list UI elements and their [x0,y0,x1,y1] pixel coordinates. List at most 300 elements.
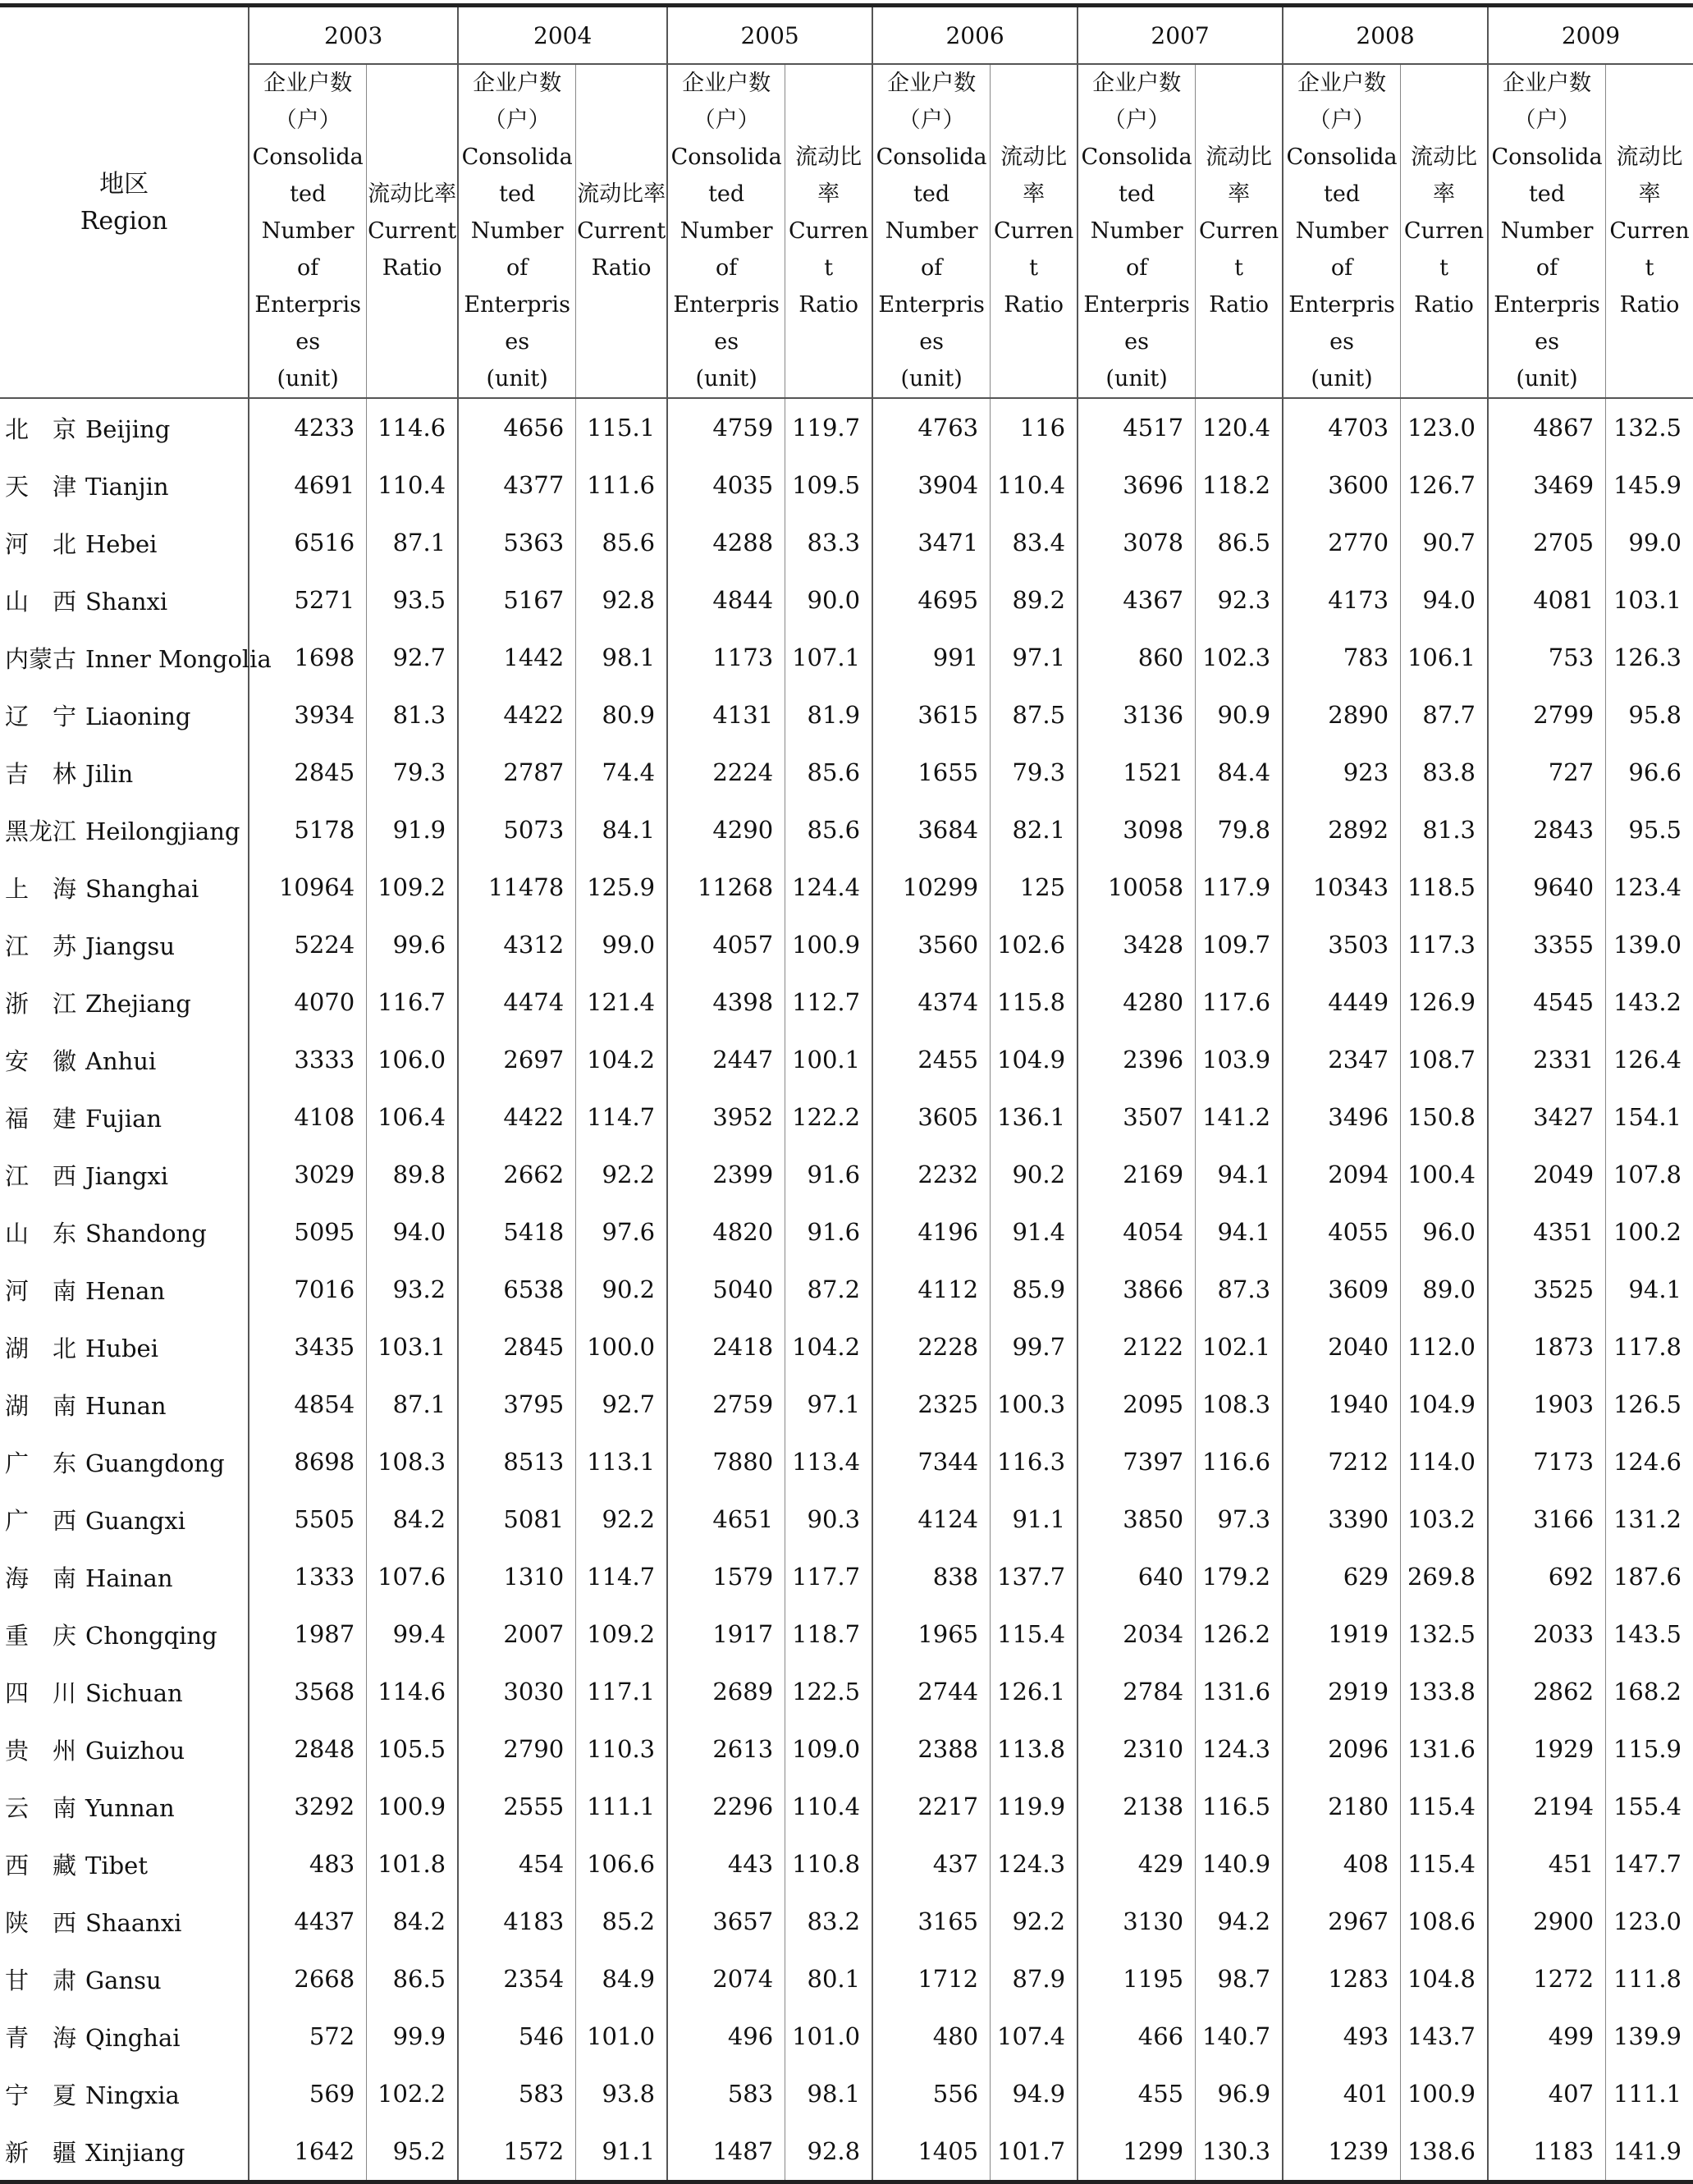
enterprise-count-cell: 1405 [872,2122,991,2182]
enterprise-count-cell: 3471 [872,514,991,571]
current-ratio-cell: 112.0 [1401,1318,1488,1376]
region-name-zh: 江 西 [5,1161,77,1190]
enterprise-count-cell: 429 [1078,1835,1196,1893]
current-ratio-cell: 131.6 [1196,1663,1283,1720]
region-name-zh: 宁 夏 [5,2081,77,2109]
current-ratio-cell: 108.3 [1196,1376,1283,1433]
table-row [0,916,1693,973]
enterprise-count-cell: 4691 [249,456,367,514]
enterprise-count-cell: 2967 [1283,1893,1401,1950]
current-ratio-cell: 122.5 [785,1663,872,1720]
table-row [0,1950,1693,2008]
enterprise-count-cell: 3600 [1283,456,1401,514]
current-ratio-cell: 94.9 [991,2065,1078,2122]
year-header: 2008 [1283,6,1488,65]
current-ratio-cell: 99.0 [1606,514,1693,571]
current-ratio-cell: 103.9 [1196,1031,1283,1088]
enterprise-count-cell: 7397 [1078,1433,1196,1490]
current-ratio-header [367,64,458,398]
current-ratio-cell: 126.7 [1401,456,1488,514]
current-ratio-cell: 117.1 [576,1663,667,1720]
region-name-en: Shandong [85,1219,207,1248]
enterprise-count-cell: 2900 [1488,1893,1606,1950]
current-ratio-cell: 109.5 [785,456,872,514]
region-name-zh: 黑龙江 [5,817,77,845]
current-ratio-cell: 92.7 [576,1376,667,1433]
region-cell [0,744,249,801]
current-ratio-cell: 115.4 [991,1605,1078,1663]
enterprise-count-cell: 1987 [249,1605,367,1663]
current-ratio-cell: 116 [991,398,1078,456]
enterprise-count-cell: 5178 [249,801,367,858]
current-ratio-cell: 91.1 [991,1490,1078,1548]
current-ratio-cell: 154.1 [1606,1088,1693,1146]
table-row [0,2122,1693,2182]
current-ratio-cell: 143.5 [1606,1605,1693,1663]
region-name-zh: 河 北 [5,529,77,558]
current-ratio-cell: 84.4 [1196,744,1283,801]
region-name-zh: 广 东 [5,1449,77,1477]
table-row [0,1146,1693,1203]
current-ratio-cell: 103.1 [367,1318,458,1376]
current-ratio-cell: 79.8 [1196,801,1283,858]
enterprise-count-cell: 496 [667,2008,785,2065]
current-ratio-header-line: Current [1198,218,1279,281]
current-ratio-cell: 114.7 [576,1548,667,1605]
enterprise-count-cell: 3165 [872,1893,991,1950]
enterprise-count-cell: 1919 [1283,1605,1401,1663]
enterprise-count-cell: 2354 [458,1950,576,2008]
table-row [0,571,1693,629]
current-ratio-cell: 108.6 [1401,1893,1488,1950]
table-row [0,1548,1693,1605]
current-ratio-cell: 116.7 [367,973,458,1031]
current-ratio-cell: 97.6 [576,1203,667,1261]
enterprise-count-cell: 2122 [1078,1318,1196,1376]
enterprise-count-cell: 1579 [667,1548,785,1605]
table-row [0,1663,1693,1720]
current-ratio-cell: 80.9 [576,686,667,744]
current-ratio-cell: 105.5 [367,1720,458,1778]
current-ratio-cell: 100.0 [576,1318,667,1376]
current-ratio-header-line: 流动比率 [368,181,457,207]
current-ratio-cell: 102.2 [367,2065,458,2122]
enterprise-count-cell: 454 [458,1835,576,1893]
current-ratio-cell: 110.4 [785,1778,872,1835]
enterprise-count-cell: 2296 [667,1778,785,1835]
region-cell [0,456,249,514]
table-row [0,1376,1693,1433]
enterprise-count-cell: 5418 [458,1203,576,1261]
data-table [0,3,1693,2184]
enterprise-count-header-line: Number of [1295,218,1389,281]
enterprise-count-header-line: Number of [885,218,978,281]
region-name-zh: 北 京 [5,414,77,443]
enterprise-count-cell: 3503 [1283,916,1401,973]
region-cell [0,1318,249,1376]
year-header-row [0,6,1693,65]
enterprise-count-cell: 451 [1488,1835,1606,1893]
current-ratio-cell: 97.3 [1196,1490,1283,1548]
current-ratio-cell: 179.2 [1196,1548,1283,1605]
enterprise-count-cell: 2388 [872,1720,991,1778]
enterprise-count-cell: 4374 [872,973,991,1031]
current-ratio-cell: 102.3 [1196,629,1283,686]
region-cell [0,973,249,1031]
enterprise-count-cell: 1917 [667,1605,785,1663]
enterprise-count-cell: 1195 [1078,1950,1196,2008]
enterprise-count-header-line: Enterprises [1083,292,1190,355]
current-ratio-header-line: Ratio [1209,292,1269,318]
enterprise-count-cell: 2399 [667,1146,785,1203]
table-row [0,686,1693,744]
enterprise-count-header [1078,64,1196,398]
current-ratio-cell: 83.2 [785,1893,872,1950]
current-ratio-cell: 132.5 [1606,398,1693,456]
table-row [0,973,1693,1031]
current-ratio-cell: 111.1 [1606,2065,1693,2122]
current-ratio-cell: 123.0 [1401,398,1488,456]
enterprise-count-cell: 2224 [667,744,785,801]
current-ratio-cell: 119.7 [785,398,872,456]
enterprise-count-cell: 4656 [458,398,576,456]
region-name-en: Anhui [85,1046,157,1075]
current-ratio-cell: 115.9 [1606,1720,1693,1778]
table-row [0,1088,1693,1146]
current-ratio-cell: 87.7 [1401,686,1488,744]
region-name-zh: 广 西 [5,1506,77,1535]
enterprise-count-cell: 838 [872,1548,991,1605]
enterprise-count-cell: 991 [872,629,991,686]
enterprise-count-cell: 2862 [1488,1663,1606,1720]
current-ratio-cell: 117.3 [1401,916,1488,973]
enterprise-count-cell: 4695 [872,571,991,629]
current-ratio-cell: 87.5 [991,686,1078,744]
region-name-zh: 重 庆 [5,1621,77,1650]
current-ratio-cell: 89.2 [991,571,1078,629]
enterprise-count-cell: 10964 [249,858,367,916]
current-ratio-cell: 79.3 [991,744,1078,801]
current-ratio-cell: 115.4 [1401,1835,1488,1893]
enterprise-count-cell: 1929 [1488,1720,1606,1778]
current-ratio-cell: 145.9 [1606,456,1693,514]
enterprise-count-cell: 493 [1283,2008,1401,2065]
enterprise-count-cell: 3525 [1488,1261,1606,1318]
enterprise-count-cell: 2331 [1488,1031,1606,1088]
enterprise-count-cell: 1283 [1283,1950,1401,2008]
enterprise-count-cell: 2848 [249,1720,367,1778]
enterprise-count-cell: 3696 [1078,456,1196,514]
current-ratio-cell: 94.0 [1401,571,1488,629]
enterprise-count-header [1283,64,1401,398]
enterprise-count-header-line: Consolidated [1491,144,1603,207]
current-ratio-cell: 98.7 [1196,1950,1283,2008]
current-ratio-cell: 102.1 [1196,1318,1283,1376]
current-ratio-cell: 126.5 [1606,1376,1693,1433]
region-name-en: Chongqing [85,1621,217,1650]
enterprise-count-cell: 5073 [458,801,576,858]
current-ratio-cell: 93.5 [367,571,458,629]
current-ratio-cell: 87.9 [991,1950,1078,2008]
current-ratio-cell: 96.0 [1401,1203,1488,1261]
enterprise-count-cell: 3428 [1078,916,1196,973]
current-ratio-cell: 109.7 [1196,916,1283,973]
region-name-zh: 天 津 [5,472,77,501]
current-ratio-cell: 155.4 [1606,1778,1693,1835]
region-name-zh: 甘 肃 [5,1966,77,1994]
current-ratio-cell: 125.9 [576,858,667,916]
enterprise-count-cell: 3078 [1078,514,1196,571]
current-ratio-header-line: Current [1609,218,1690,281]
enterprise-count-cell: 692 [1488,1548,1606,1605]
enterprise-count-cell: 1487 [667,2122,785,2182]
current-ratio-header-line: Ratio [1004,292,1064,318]
current-ratio-cell: 114.6 [367,398,458,456]
enterprise-count-cell: 3390 [1283,1490,1401,1548]
enterprise-count-cell: 8698 [249,1433,367,1490]
enterprise-count-header-line: Enterprises [254,292,361,355]
current-ratio-cell: 139.9 [1606,2008,1693,2065]
current-ratio-cell: 122.2 [785,1088,872,1146]
current-ratio-cell: 90.0 [785,571,872,629]
enterprise-count-cell: 3469 [1488,456,1606,514]
enterprise-count-cell: 4183 [458,1893,576,1950]
enterprise-count-cell: 1333 [249,1548,367,1605]
enterprise-count-cell: 4131 [667,686,785,744]
current-ratio-cell: 139.0 [1606,916,1693,973]
current-ratio-cell: 118.5 [1401,858,1488,916]
region-name-zh: 河 南 [5,1276,77,1305]
enterprise-count-cell: 583 [667,2065,785,2122]
enterprise-count-cell: 3615 [872,686,991,744]
current-ratio-cell: 83.3 [785,514,872,571]
enterprise-count-cell: 2787 [458,744,576,801]
enterprise-count-cell: 10299 [872,858,991,916]
enterprise-count-cell: 727 [1488,744,1606,801]
enterprise-count-header-line: 企业户数 [1092,71,1182,96]
enterprise-count-cell: 4173 [1283,571,1401,629]
enterprise-count-cell: 5081 [458,1490,576,1548]
region-header-zh: 地区 [99,169,149,199]
enterprise-count-cell: 10058 [1078,858,1196,916]
current-ratio-cell: 91.6 [785,1203,872,1261]
enterprise-count-cell: 9640 [1488,858,1606,916]
enterprise-count-cell: 5167 [458,571,576,629]
current-ratio-header [1401,64,1488,398]
enterprise-count-header-line: Consolidated [252,144,364,207]
region-name-zh: 湖 北 [5,1334,77,1362]
current-ratio-cell: 85.6 [785,744,872,801]
enterprise-count-cell: 4288 [667,514,785,571]
current-ratio-cell: 90.7 [1401,514,1488,571]
enterprise-count-cell: 860 [1078,629,1196,686]
enterprise-count-cell: 1173 [667,629,785,686]
enterprise-count-cell: 2845 [249,744,367,801]
enterprise-count-cell: 2169 [1078,1146,1196,1203]
current-ratio-cell: 141.2 [1196,1088,1283,1146]
region-cell [0,1950,249,2008]
enterprise-count-cell: 1712 [872,1950,991,2008]
enterprise-count-header-line: 企业户数 [682,71,771,96]
enterprise-count-cell: 2034 [1078,1605,1196,1663]
current-ratio-cell: 111.8 [1606,1950,1693,2008]
region-name-zh: 山 东 [5,1219,77,1248]
current-ratio-cell: 80.1 [785,1950,872,2008]
enterprise-count-cell: 2228 [872,1318,991,1376]
current-ratio-cell: 116.6 [1196,1433,1283,1490]
enterprise-count-cell: 4867 [1488,398,1606,456]
table-row [0,1720,1693,1778]
current-ratio-cell: 104.2 [785,1318,872,1376]
enterprise-count-cell: 3609 [1283,1261,1401,1318]
enterprise-count-cell: 4449 [1283,973,1401,1031]
enterprise-count-cell: 5271 [249,571,367,629]
current-ratio-cell: 96.9 [1196,2065,1283,2122]
enterprise-count-cell: 4703 [1283,398,1401,456]
enterprise-count-cell: 4112 [872,1261,991,1318]
enterprise-count-cell: 3292 [249,1778,367,1835]
table-row [0,1893,1693,1950]
current-ratio-cell: 86.5 [367,1950,458,2008]
region-cell [0,686,249,744]
current-ratio-cell: 100.4 [1401,1146,1488,1203]
current-ratio-cell: 99.0 [576,916,667,973]
enterprise-count-cell: 408 [1283,1835,1401,1893]
current-ratio-cell: 101.0 [785,2008,872,2065]
region-cell [0,1376,249,1433]
table-row [0,1203,1693,1261]
enterprise-count-header-line: Enterprises [1288,292,1395,355]
current-ratio-cell: 106.6 [576,1835,667,1893]
enterprise-count-cell: 2770 [1283,514,1401,571]
enterprise-count-cell: 2325 [872,1376,991,1433]
current-ratio-cell: 86.5 [1196,514,1283,571]
current-ratio-cell: 92.8 [576,571,667,629]
table-row [0,514,1693,571]
region-name-en: Sichuan [85,1678,183,1707]
enterprise-count-header-line: Number of [470,218,564,281]
region-cell [0,1835,249,1893]
current-ratio-cell: 90.3 [785,1490,872,1548]
enterprise-count-cell: 2744 [872,1663,991,1720]
table-row [0,1490,1693,1548]
region-name-en: Qinghai [85,2023,181,2052]
enterprise-count-header-line: Consolidated [876,144,987,207]
current-ratio-cell: 94.2 [1196,1893,1283,1950]
current-ratio-cell: 98.1 [576,629,667,686]
region-cell [0,1548,249,1605]
region-name-en: Henan [85,1276,166,1305]
enterprise-count-header-line: （户） [693,108,760,133]
enterprise-count-cell: 2180 [1283,1778,1401,1835]
current-ratio-cell: 115.4 [1401,1778,1488,1835]
enterprise-count-cell: 8513 [458,1433,576,1490]
enterprise-count-cell: 5040 [667,1261,785,1318]
enterprise-count-header-line: 企业户数 [473,71,562,96]
current-ratio-cell: 138.6 [1401,2122,1488,2182]
enterprise-count-cell: 2232 [872,1146,991,1203]
enterprise-count-cell: 1903 [1488,1376,1606,1433]
current-ratio-cell: 117.9 [1196,858,1283,916]
current-ratio-cell: 95.5 [1606,801,1693,858]
enterprise-count-cell: 3507 [1078,1088,1196,1146]
enterprise-count-header [667,64,785,398]
current-ratio-header [1606,64,1693,398]
region-cell [0,1720,249,1778]
current-ratio-header-line: 流动比率 [1206,144,1273,207]
region-name-en: Fujian [85,1104,162,1133]
current-ratio-cell: 110.4 [367,456,458,514]
enterprise-count-cell: 4057 [667,916,785,973]
enterprise-count-cell: 4422 [458,686,576,744]
current-ratio-header-line: Ratio [591,255,652,281]
current-ratio-cell: 103.1 [1606,571,1693,629]
enterprise-count-cell: 3657 [667,1893,785,1950]
enterprise-count-header-line: Consolidated [1081,144,1192,207]
current-ratio-header-line: 流动比率 [1000,144,1068,207]
current-ratio-cell: 120.4 [1196,398,1283,456]
current-ratio-cell: 85.9 [991,1261,1078,1318]
enterprise-count-cell: 4545 [1488,973,1606,1031]
current-ratio-cell: 123.4 [1606,858,1693,916]
enterprise-count-cell: 4854 [249,1376,367,1433]
current-ratio-cell: 143.7 [1401,2008,1488,2065]
current-ratio-cell: 94.1 [1606,1261,1693,1318]
enterprise-count-cell: 4054 [1078,1203,1196,1261]
region-cell [0,1490,249,1548]
enterprise-count-cell: 2613 [667,1720,785,1778]
enterprise-count-cell: 6516 [249,514,367,571]
enterprise-count-cell: 5363 [458,514,576,571]
region-name-en: Guizhou [85,1736,185,1765]
year-header: 2004 [458,6,667,65]
region-name-en: Shaanxi [85,1908,182,1937]
region-name-en: Beijing [85,414,171,443]
enterprise-count-cell: 2094 [1283,1146,1401,1203]
current-ratio-header-line: 流动比率 [1616,144,1683,207]
current-ratio-cell: 117.6 [1196,973,1283,1031]
region-name-zh: 辽 宁 [5,702,77,730]
current-ratio-cell: 187.6 [1606,1548,1693,1605]
current-ratio-header-line: Ratio [1619,292,1680,318]
current-ratio-cell: 100.9 [367,1778,458,1835]
region-cell [0,1433,249,1490]
enterprise-count-cell: 3166 [1488,1490,1606,1548]
year-header: 2005 [667,6,872,65]
current-ratio-header-line: 流动比率 [795,144,863,207]
current-ratio-cell: 87.3 [1196,1261,1283,1318]
current-ratio-cell: 103.2 [1401,1490,1488,1548]
current-ratio-cell: 116.5 [1196,1778,1283,1835]
current-ratio-cell: 125 [991,858,1078,916]
enterprise-count-cell: 7880 [667,1433,785,1490]
enterprise-count-cell: 5505 [249,1490,367,1548]
region-name-en: Inner Mongolia [85,644,272,673]
current-ratio-cell: 124.6 [1606,1433,1693,1490]
enterprise-count-cell: 3098 [1078,801,1196,858]
region-cell [0,2065,249,2122]
current-ratio-cell: 85.2 [576,1893,667,1950]
enterprise-count-cell: 4422 [458,1088,576,1146]
current-ratio-cell: 104.9 [991,1031,1078,1088]
current-ratio-cell: 111.6 [576,456,667,514]
enterprise-count-cell: 2310 [1078,1720,1196,1778]
enterprise-count-header-line: （户） [898,108,965,133]
current-ratio-cell: 85.6 [785,801,872,858]
current-ratio-cell: 74.4 [576,744,667,801]
current-ratio-cell: 124.4 [785,858,872,916]
enterprise-count-cell: 7173 [1488,1433,1606,1490]
